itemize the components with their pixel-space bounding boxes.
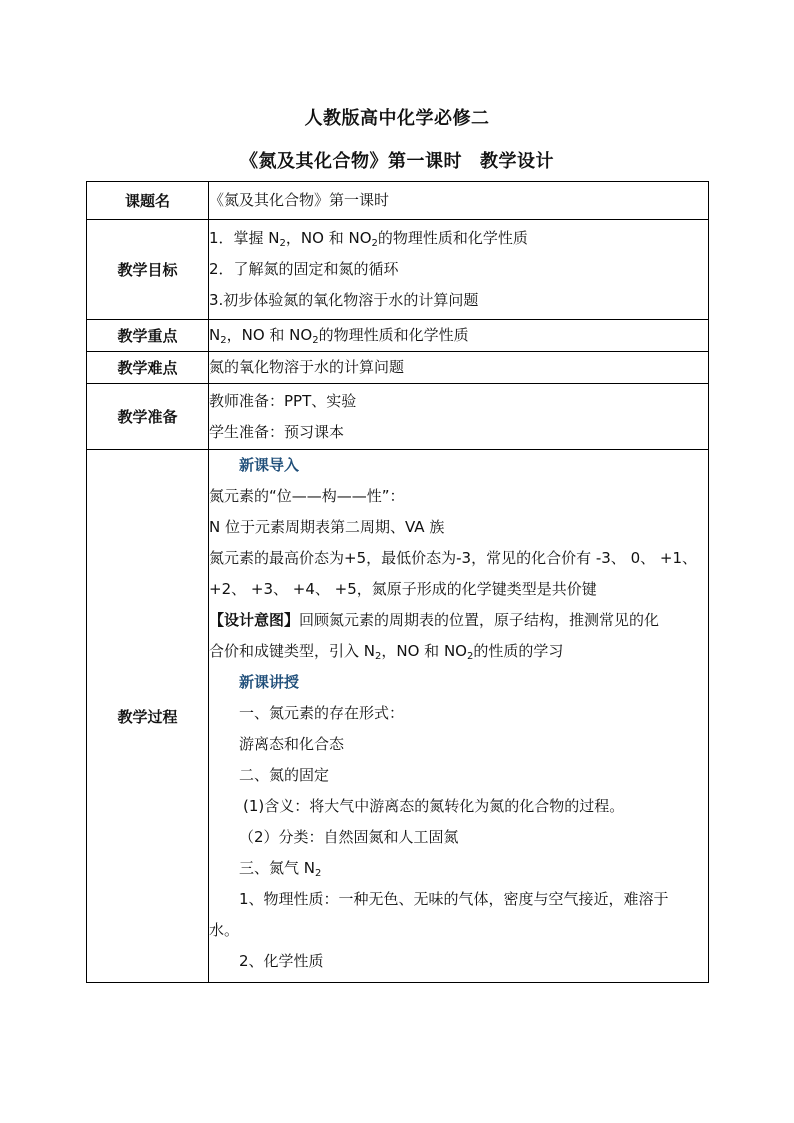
goal-1: 1．掌握 $N_2$，NO 和 $NO_2$的物理性质和化学性质 bbox=[209, 229, 528, 249]
label-process: 教学过程 bbox=[87, 450, 209, 983]
lesson-plan-table bbox=[86, 181, 709, 983]
intro-line-2: N 位于元素周期表第二周期、VA 族 bbox=[209, 518, 445, 536]
row-difficulties bbox=[87, 352, 709, 384]
label-key-points: 教学重点 bbox=[87, 320, 209, 352]
value-key-points: $N_2$，NO 和 $NO_2$的物理性质和化学性质 bbox=[209, 320, 709, 352]
design-intent-line-2: 合价和成键类型，引入 $N_2$，NO 和 $NO_2$的性质的学习 bbox=[209, 642, 564, 662]
value-topic: 《氮及其化合物》第一课时 bbox=[209, 182, 709, 220]
row-topic bbox=[87, 182, 709, 220]
document-title: 人教版高中化学必修二 bbox=[304, 108, 490, 129]
label-difficulties: 教学难点 bbox=[87, 352, 209, 384]
label-goals: 教学目标 bbox=[87, 220, 209, 320]
row-key-points bbox=[87, 320, 709, 352]
intro-line-4: +2、 +3、 +4、 +5，氮原子形成的化学键类型是共价键 bbox=[209, 580, 597, 598]
heading-lecture: 新课讲授 bbox=[239, 673, 300, 691]
goal-2: 2．了解氮的固定和氮的循环 bbox=[209, 260, 399, 278]
section-2-title: 二、氮的固定 bbox=[239, 766, 330, 784]
design-intent-tag: 【设计意图】 bbox=[209, 611, 300, 629]
row-goals bbox=[87, 220, 709, 320]
prep-student: 学生准备：预习课本 bbox=[209, 422, 345, 441]
section-2-item-2: （2）分类：自然固氮和人工固氮 bbox=[239, 828, 459, 846]
section-3-item-1-cont: 水。 bbox=[209, 921, 240, 939]
row-preparation bbox=[87, 384, 709, 450]
subtitle-design: 教学设计 bbox=[480, 151, 554, 172]
intro-line-3: 氮元素的最高价态为+5，最低价态为-3，常见的化合价有 -3、 0、 +1、 bbox=[209, 549, 697, 567]
value-goals bbox=[209, 220, 709, 320]
row-process bbox=[87, 450, 709, 983]
design-intent-line-1: 【设计意图】回顾氮元素的周期表的位置，原子结构，推测常见的化 bbox=[209, 611, 660, 629]
prep-teacher: 教师准备：PPT、实验 bbox=[209, 391, 357, 410]
label-topic: 课题名 bbox=[87, 182, 209, 220]
section-3-title: 三、氮气 $N_2$ bbox=[239, 859, 322, 879]
value-preparation bbox=[209, 384, 709, 450]
goal-3: 3.初步体验氮的氧化物溶于水的计算问题 bbox=[209, 291, 479, 309]
section-3-item-2: 2、化学性质 bbox=[239, 952, 324, 970]
section-3-item-1: 1、物理性质：一种无色、无味的气体，密度与空气接近，难溶于 bbox=[239, 890, 669, 908]
section-1-title: 一、氮元素的存在形式： bbox=[239, 704, 405, 722]
heading-intro: 新课导入 bbox=[239, 456, 300, 474]
value-process bbox=[209, 450, 709, 983]
value-difficulties: 氮的氧化物溶于水的计算问题 bbox=[209, 352, 709, 384]
section-1-body: 游离态和化合态 bbox=[239, 735, 345, 753]
intro-line-1: 氮元素的“位——构——性”： bbox=[209, 487, 405, 505]
subtitle-lesson: 《氮及其化合物》第一课时 bbox=[240, 151, 462, 172]
document-subtitle bbox=[0, 147, 794, 173]
label-preparation: 教学准备 bbox=[87, 384, 209, 450]
section-2-item-1: (1)含义：将大气中游离态的氮转化为氮的化合物的过程。 bbox=[243, 797, 625, 815]
